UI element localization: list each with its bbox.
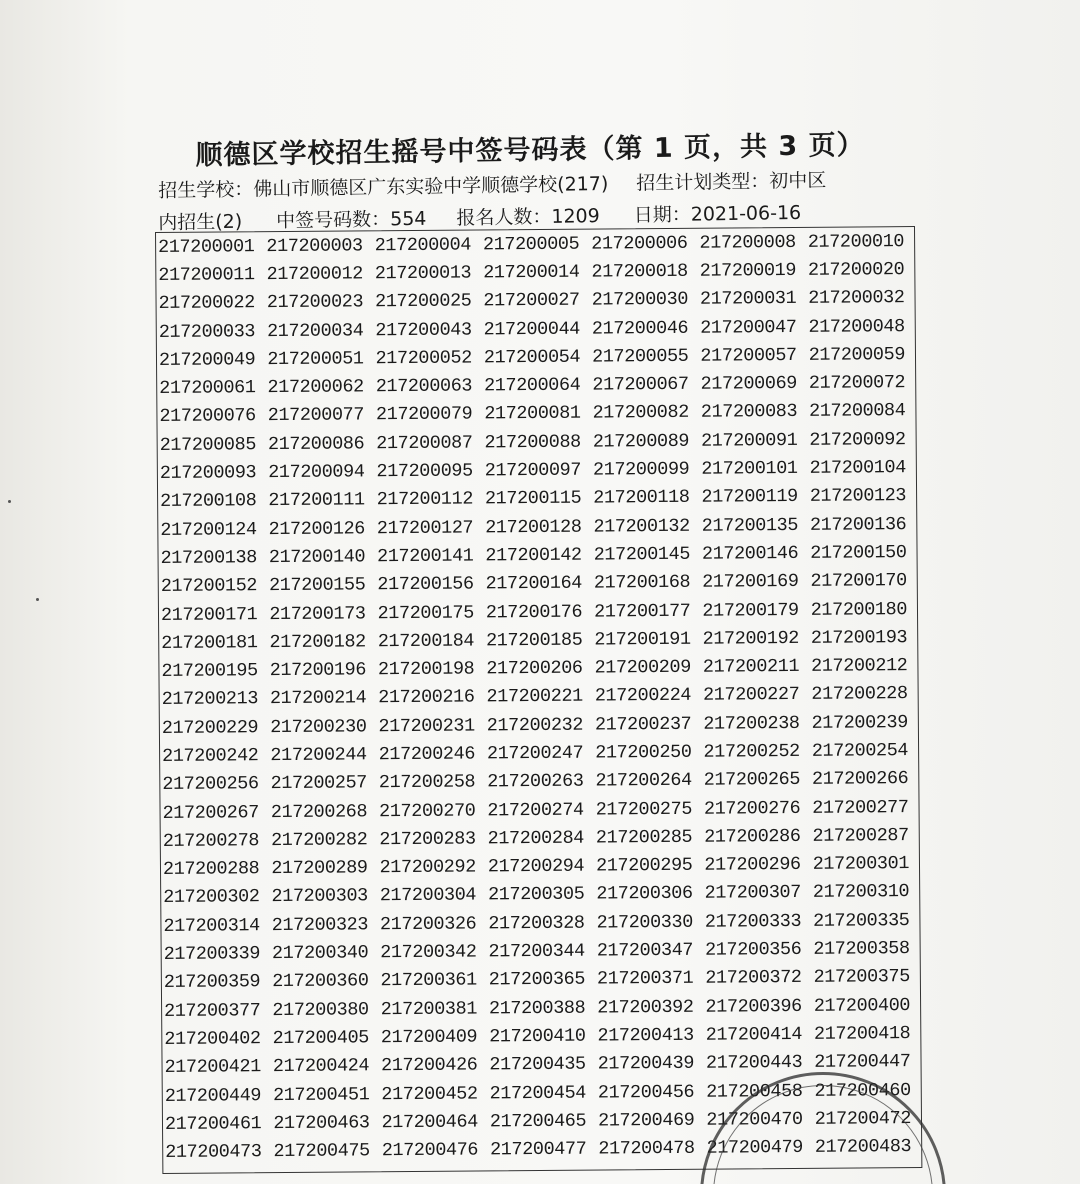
number-cell: 217200426 [381,1054,478,1077]
number-cell: 217200182 [269,631,366,653]
number-cell: 217200307 [704,882,802,905]
number-cell: 217200326 [379,913,477,936]
page-title: 顺德区学校招生摇号中签号码表（第 1 页，共 3 页） [195,129,865,172]
number-cell: 217200192 [702,627,800,650]
number-cell: 217200286 [704,825,801,848]
number-cell: 217200402 [164,1028,261,1050]
number-cell: 217200409 [380,1026,478,1049]
school-value: 佛山市顺德区广东实验中学顺德学校(217) [253,172,609,201]
number-cell: 217200049 [158,349,256,371]
number-cell: 217200181 [161,632,258,654]
number-cell: 217200025 [375,290,472,313]
number-cell: 217200123 [809,485,907,508]
number-cell: 217200333 [704,910,802,933]
number-cell: 217200193 [810,626,908,649]
number-cell: 217200119 [701,486,798,509]
number-cell: 217200264 [595,770,692,792]
number-cell: 217200365 [488,969,586,991]
number-cell: 217200081 [484,403,581,425]
number-cell: 217200023 [266,291,364,314]
number-cell: 217200472 [814,1107,912,1130]
number-cell: 217200140 [268,546,366,569]
number-cell: 217200464 [381,1111,478,1134]
number-cell: 217200170 [810,570,907,593]
number-cell: 217200451 [272,1083,370,1106]
number-cell: 217200360 [272,970,369,993]
number-cell: 217200108 [160,490,257,513]
number-cell: 217200020 [807,259,905,281]
number-cell: 217200033 [158,320,256,343]
number-cell: 217200465 [489,1110,587,1133]
number-cell: 217200435 [489,1053,586,1076]
number-cell: 217200184 [377,630,475,653]
number-cell: 217200410 [489,1025,586,1048]
number-cell: 217200284 [487,827,585,850]
number-cell: 217200424 [272,1055,370,1078]
number-cell: 217200232 [486,714,584,737]
number-cell: 217200145 [593,543,691,566]
number-cell: 217200141 [377,545,474,568]
number-cell: 217200282 [270,829,368,851]
number-cell: 217200414 [705,1023,803,1046]
number-cell: 217200176 [485,601,583,623]
number-cell: 217200276 [703,797,801,820]
number-cell: 217200061 [159,377,256,400]
number-cell: 217200230 [270,716,367,738]
number-cell: 217200169 [702,571,799,593]
scan-speck [8,500,11,503]
number-cell: 217200470 [706,1108,803,1131]
number-cell: 217200263 [487,770,584,793]
number-cell: 217200287 [812,824,909,847]
number-cell: 217200377 [164,999,261,1022]
number-cell: 217200082 [592,402,689,424]
number-cell: 217200292 [379,856,476,879]
number-cell: 217200254 [811,740,909,762]
number-cell: 217200228 [811,683,908,706]
number-cell: 217200152 [160,575,258,598]
number-cell: 217200064 [483,374,581,397]
number-cell: 217200452 [381,1083,478,1105]
number-cell: 217200156 [377,573,474,596]
number-cell: 217200242 [162,745,259,767]
number-cell: 217200314 [163,914,260,937]
number-cell: 217200062 [267,376,364,399]
date-label: 日期： [633,203,691,227]
number-cell: 217200239 [811,711,908,734]
number-cell: 217200005 [482,233,580,256]
number-cell: 217200418 [813,1023,911,1045]
number-cell: 217200216 [378,686,475,709]
number-cell: 217200375 [813,966,910,989]
number-cell: 217200177 [594,600,691,623]
number-cell: 217200294 [487,855,585,878]
number-cell: 217200126 [268,517,366,540]
number-cell: 217200237 [594,713,692,736]
number-cell: 217200244 [270,744,367,767]
number-cell: 217200195 [161,660,258,683]
number-cell: 217200229 [161,716,259,739]
number-cell: 217200206 [486,657,583,680]
date-value: 2021-06-16 [690,201,802,226]
number-cell: 217200289 [271,857,368,880]
school-label: 招生学校： [158,178,254,202]
number-cell: 217200214 [269,687,367,710]
number-cell: 217200132 [593,515,690,538]
number-cell: 217200112 [376,488,474,511]
number-cell: 217200231 [378,715,475,737]
number-cell: 217200069 [700,373,798,395]
number-cell: 217200301 [812,853,910,876]
number-cell: 217200138 [160,547,257,569]
number-cell: 217200381 [380,998,478,1020]
number-cell: 217200221 [486,686,583,708]
number-cell: 217200155 [268,574,366,597]
number-cell: 217200051 [267,348,364,370]
number-cell: 217200250 [595,741,692,764]
number-cell: 217200212 [811,655,908,677]
number-cell: 217200175 [377,602,474,624]
number-cell: 217200458 [706,1080,803,1103]
number-cell: 217200224 [594,685,692,707]
plan-type-value-continued: 内招生(2) [158,210,243,234]
number-cell: 217200001 [158,235,255,258]
number-cell: 217200104 [809,457,906,479]
number-cell: 217200475 [273,1140,370,1163]
number-cell: 217200339 [163,943,261,966]
number-cell: 217200185 [485,629,583,652]
number-cell: 217200283 [379,828,476,851]
number-cell: 217200027 [483,289,580,312]
number-cell: 217200388 [488,997,586,1020]
number-cell: 217200213 [161,688,259,711]
number-cell: 217200171 [160,603,258,626]
number-cell: 217200421 [164,1056,261,1079]
winning-numbers-table [155,226,922,1174]
number-cell: 217200012 [266,263,364,286]
number-cell: 217200135 [701,514,799,537]
number-cell: 217200136 [809,513,907,536]
number-cell: 217200413 [597,1024,694,1047]
number-cell: 217200008 [699,231,796,254]
number-cell: 217200004 [374,234,472,256]
number-cell: 217200093 [159,462,257,484]
number-cell: 217200285 [595,826,693,849]
number-cell: 217200146 [701,542,799,565]
number-cell: 217200014 [483,261,580,284]
number-cell: 217200342 [380,941,477,964]
number-cell: 217200274 [487,799,584,821]
count-label: 中签号码数： [275,208,391,233]
number-cell: 217200079 [375,403,473,426]
number-cell: 217200246 [378,743,476,766]
number-cell: 217200076 [159,405,256,428]
number-cell: 217200057 [700,344,797,367]
number-cell: 217200047 [700,316,797,339]
number-cell: 217200034 [266,319,364,342]
number-cell: 217200296 [704,854,801,876]
number-cell: 217200476 [381,1139,479,1162]
number-cell: 217200088 [484,431,581,454]
number-cell: 217200173 [269,602,366,625]
number-cell: 217200095 [376,460,473,483]
number-cell: 217200164 [485,572,583,595]
number-cell: 217200477 [489,1138,587,1161]
number-cell: 217200449 [164,1084,262,1107]
number-cell: 217200072 [808,372,906,394]
number-cell: 217200227 [702,684,800,707]
number-cell: 217200463 [273,1112,370,1134]
number-cell: 217200198 [377,658,475,681]
number-cell: 217200303 [271,885,368,908]
number-cell: 217200479 [706,1137,804,1159]
number-cell: 217200278 [162,830,260,852]
applicants-value: 1209 [551,205,600,228]
number-cell: 217200099 [592,458,690,481]
number-cell: 217200211 [702,656,800,678]
number-cell: 217200180 [810,598,908,621]
plan-type-label: 招生计划类型： [636,170,770,195]
number-cell: 217200097 [484,459,582,482]
number-cell: 217200392 [597,996,694,1019]
number-cell: 217200302 [163,886,260,909]
number-cell: 217200257 [270,772,368,795]
number-cell: 217200469 [598,1109,695,1132]
number-cell: 217200018 [591,260,688,283]
number-cell: 217200358 [813,938,910,960]
number-cell: 217200067 [592,373,689,396]
number-cell: 217200344 [488,940,585,963]
number-cell: 217200456 [597,1081,695,1104]
number-cell: 217200031 [699,288,797,310]
number-cell: 217200052 [375,347,472,370]
number-cell: 217200191 [594,628,691,651]
number-cell: 217200356 [704,939,802,961]
number-cell: 217200270 [379,800,476,822]
number-cell: 217200089 [592,430,690,453]
number-cell: 217200013 [374,262,472,285]
number-cell: 217200478 [598,1137,695,1160]
number-cell: 217200092 [809,428,906,451]
number-cell: 217200328 [488,912,585,935]
scan-speck [36,598,39,601]
number-cell: 217200371 [596,968,694,990]
numbers-grid [156,227,921,1167]
number-cell: 217200306 [596,883,693,906]
number-cell: 217200101 [701,457,798,480]
number-cell: 217200323 [271,914,369,936]
number-cell: 217200460 [814,1079,911,1102]
number-cell: 217200266 [811,768,909,791]
number-cell: 217200277 [812,796,909,819]
number-cell: 217200483 [814,1136,912,1158]
number-cell: 217200380 [272,999,369,1021]
number-cell: 217200127 [376,517,474,539]
number-cell: 217200118 [593,487,690,509]
number-cell: 217200347 [596,939,694,962]
number-cell: 217200087 [376,432,473,454]
number-cell: 217200003 [266,235,363,257]
number-cell: 217200443 [705,1052,803,1074]
number-cell: 217200150 [810,542,907,564]
number-cell: 217200396 [705,995,802,1018]
number-cell: 217200359 [163,971,261,994]
number-cell: 217200077 [267,404,365,427]
number-cell: 217200372 [705,967,802,990]
number-cell: 217200046 [591,317,689,340]
number-cell: 217200196 [269,659,367,682]
number-cell: 217200142 [485,544,582,567]
number-cell: 217200085 [159,433,257,456]
plan-type-value: 初中区 [769,169,827,193]
number-cell: 217200043 [375,319,472,341]
number-cell: 217200111 [268,489,365,512]
number-cell: 217200405 [272,1027,370,1050]
number-cell: 217200330 [596,911,693,934]
number-cell: 217200258 [378,771,476,794]
number-cell: 217200032 [808,287,905,310]
number-cell: 217200473 [165,1141,262,1164]
number-cell: 217200048 [808,315,905,338]
number-cell: 217200439 [597,1053,695,1075]
number-cell: 217200305 [487,884,585,906]
number-cell: 217200179 [702,599,799,622]
number-cell: 217200084 [809,400,906,423]
number-cell: 217200256 [162,773,259,796]
number-cell: 217200247 [486,742,584,765]
number-cell: 217200265 [703,769,801,791]
number-cell: 217200094 [268,461,365,484]
number-cell: 217200086 [267,433,365,455]
number-cell: 217200252 [703,740,800,763]
number-cell: 217200454 [489,1082,587,1104]
number-cell: 217200059 [808,343,906,366]
number-cell: 217200128 [485,516,582,539]
number-cell: 217200091 [700,429,798,452]
number-cell: 217200124 [160,518,257,541]
number-cell: 217200295 [596,854,693,877]
number-cell: 217200310 [812,881,910,904]
number-cell: 217200238 [703,712,800,735]
number-cell: 217200267 [162,801,259,824]
number-cell: 217200044 [483,318,581,340]
number-cell: 217200054 [483,346,581,369]
number-cell: 217200083 [700,401,798,424]
count-value: 554 [389,207,427,231]
number-cell: 217200400 [813,994,911,1017]
number-cell: 217200361 [380,969,477,992]
number-cell: 217200022 [158,292,255,315]
number-cell: 217200304 [379,884,477,907]
number-cell: 217200275 [595,798,693,821]
number-cell: 217200011 [158,264,255,286]
number-cell: 217200019 [699,259,797,282]
number-cell: 217200268 [270,800,368,823]
number-cell: 217200115 [484,487,582,510]
number-cell: 217200030 [591,289,689,311]
number-cell: 217200168 [593,572,691,594]
number-cell: 217200006 [591,232,688,255]
number-cell: 217200010 [807,230,905,253]
number-cell: 217200055 [592,345,689,368]
number-cell: 217200288 [162,858,260,881]
number-cell: 217200340 [271,942,369,965]
number-cell: 217200447 [814,1051,911,1074]
number-cell: 217200063 [375,375,473,398]
number-cell: 217200335 [813,909,910,932]
number-cell: 217200461 [164,1113,262,1135]
number-cell: 217200209 [594,656,691,679]
applicants-label: 报名人数： [456,205,552,230]
